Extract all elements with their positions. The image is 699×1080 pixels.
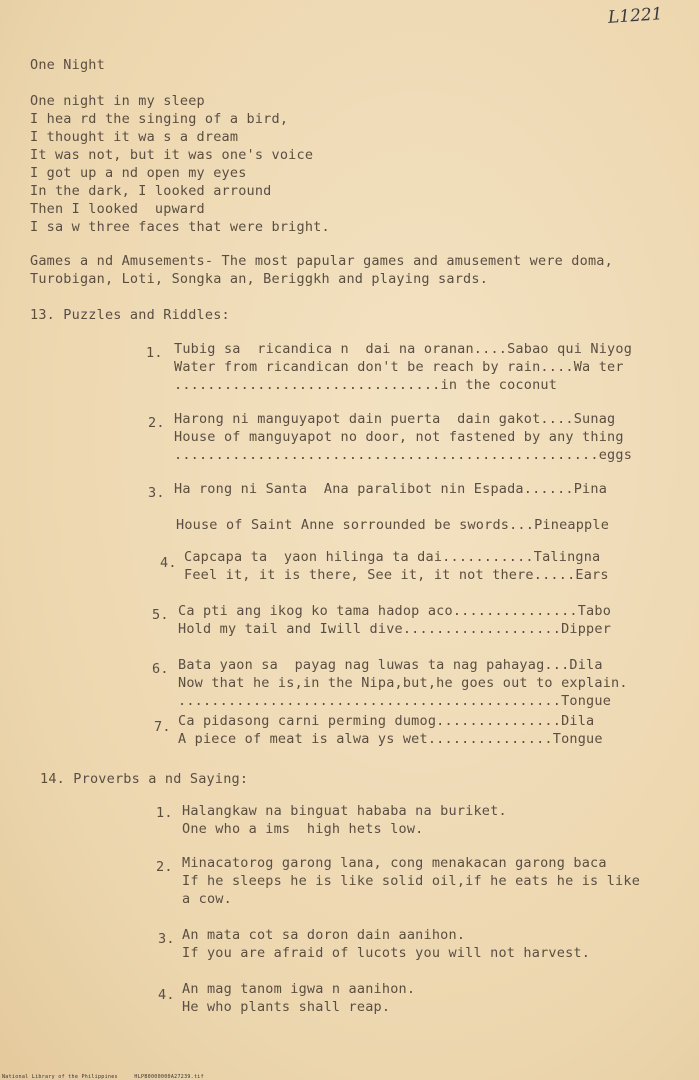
riddle-translation: Water from ricandican don't be reach by rain....Wa ter	[174, 359, 624, 375]
proverb-translation: If he sleeps he is like solid oil,if he eats he is like	[182, 873, 641, 889]
riddle-number: 6.	[152, 661, 169, 677]
riddle-number: 7.	[154, 719, 171, 735]
proverb-translation: He who plants shall reap.	[182, 999, 391, 1015]
riddle-number: 5.	[152, 607, 169, 623]
poem-line: Then I looked upward	[30, 201, 205, 217]
riddle-answer: ..............................................Tongue	[178, 693, 612, 709]
riddle-translation: Feel it, it is there, See it, it not there.....Ears	[184, 567, 609, 583]
riddle-number: 2.	[148, 415, 165, 431]
riddle-text: Tubig sa ricandica n dai na oranan....Sabao qui Niyog	[174, 341, 633, 357]
riddle-text: Harong ni manguyapot dain puerta dain gakot....Sunag	[174, 411, 616, 427]
proverb-text: An mag tanom igwa n aanihon.	[182, 981, 416, 997]
riddle-text: Capcapa ta yaon hilinga ta dai...........Talingna	[184, 549, 601, 565]
proverb-number: 1.	[156, 805, 173, 821]
riddles-heading: 13. Puzzles and Riddles:	[30, 307, 230, 323]
proverb-text: Minacatorog garong lana, cong menakacan garong baca	[182, 855, 607, 871]
poem-line: One night in my sleep	[30, 93, 205, 109]
proverbs-heading: 14. Proverbs a nd Saying:	[40, 771, 249, 787]
proverb-number: 2.	[156, 859, 173, 875]
riddle-number: 4.	[160, 555, 177, 571]
riddle-translation: House of manguyapot no door, not fastened by any thing	[174, 429, 624, 445]
riddle-translation: A piece of meat is alwa ys wet...............Tongue	[178, 731, 603, 747]
riddle-text: Bata yaon sa payag nag luwas ta nag pahayag...Dila	[178, 657, 603, 673]
riddle-number: 3.	[148, 485, 165, 501]
poem-line: I hea rd the singing of a bird,	[30, 111, 289, 127]
riddle-answer: ...................................................eggs	[174, 447, 633, 463]
riddle-translation: Hold my tail and Iwill dive...................Dipper	[178, 621, 612, 637]
poem-line: I sa w three faces that were bright.	[30, 219, 330, 235]
riddle-text: Ca pidasong carni perming dumog...............Dila	[178, 713, 595, 729]
poem-line: It was not, but it was one's voice	[30, 147, 314, 163]
proverb-translation: One who a ims high hets low.	[182, 821, 424, 837]
proverb-translation-cont: a cow.	[182, 891, 232, 907]
proverb-text: Halangkaw na binguat hababa na buriket.	[182, 803, 507, 819]
games-paragraph-line: Turobigan, Loti, Songka an, Beriggkh and playing sards.	[30, 271, 489, 287]
poem-title: One Night	[30, 57, 105, 73]
poem-line: I got up a nd open my eyes	[30, 165, 247, 181]
riddle-text: Ha rong ni Santa Ana paralibot nin Espada......Pina	[174, 481, 608, 497]
page-number: L1221	[607, 4, 664, 28]
poem-line: I thought it wa s a dream	[30, 129, 239, 145]
poem-line: In the dark, I looked arround	[30, 183, 272, 199]
proverb-translation: If you are afraid of lucots you will not harvest.	[182, 945, 591, 961]
proverb-number: 3.	[158, 931, 175, 947]
riddle-translation: Now that he is,in the Nipa,but,he goes out to explain.	[178, 675, 628, 691]
proverb-text: An mata cot sa doron dain aanihon.	[182, 927, 466, 943]
riddle-text: Ca pti ang ikog ko tama hadop aco...............Tabo	[178, 603, 612, 619]
riddle-number: 1.	[146, 345, 163, 361]
footer-caption: National Library of the Philippines HLPB0000000A27239.tif	[2, 1074, 204, 1080]
proverb-number: 4.	[158, 987, 175, 1003]
riddle-translation: House of Saint Anne sorrounded be swords...Pineapple	[176, 517, 610, 533]
games-paragraph-line: Games a nd Amusements- The most papular games and amusement were doma,	[30, 253, 613, 269]
riddle-answer: ................................in the coconut	[174, 377, 558, 393]
